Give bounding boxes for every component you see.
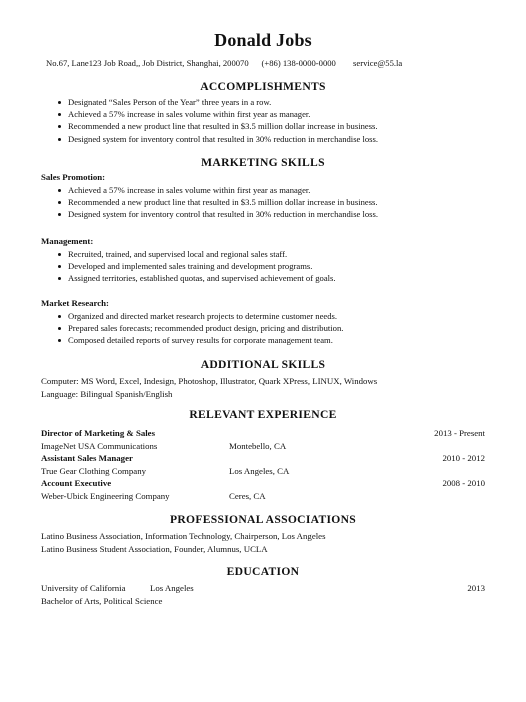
subheading-management: Management: (41, 236, 94, 246)
job-company-row (41, 466, 485, 478)
experience-heading: RELEVANT EXPERIENCE (189, 408, 337, 421)
job-company-row (41, 491, 485, 503)
job-company: True Gear Clothing Company (41, 466, 146, 476)
job-dates: 2010 - 2012 (442, 453, 485, 463)
job-title-row (41, 453, 485, 465)
language-skills: Language: Bilingual Spanish/English (41, 389, 173, 399)
email: service@55.la (353, 58, 403, 68)
sales-promotion-list (56, 184, 378, 221)
list-item: Recruited, trained, and supervised local and regional sales staff. (56, 248, 336, 260)
list-item: Prepared sales forecasts; recommended product design, pricing and distribution. (56, 322, 343, 334)
job-title-row (41, 428, 485, 440)
list-item: Designed system for inventory control that resulted in 30% reduction in merchandise loss. (56, 208, 378, 220)
job-title-row (41, 478, 485, 490)
address: No.67, Lane123 Job Road,, Job District, Shanghai, 200070 (46, 58, 249, 68)
education-row (41, 583, 485, 595)
job-company-row (41, 441, 485, 453)
job-role: Account Executive (41, 478, 112, 488)
subheading-market-research: Market Research: (41, 298, 109, 308)
list-item: Recommended a new product line that resulted in $3.5 million dollar increase in business. (56, 120, 378, 132)
additional-skills-heading: ADDITIONAL SKILLS (200, 358, 326, 371)
job-dates: 2008 - 2010 (442, 478, 485, 488)
list-item: Achieved a 57% increase in sales volume within first year as manager. (56, 184, 378, 196)
accomplishments-list (56, 96, 378, 145)
associations-heading: PROFESSIONAL ASSOCIATIONS (169, 513, 357, 526)
association-item: Latino Business Association, Information Technology, Chairperson, Los Angeles (41, 531, 326, 541)
subheading-sales-promotion: Sales Promotion: (41, 172, 106, 182)
list-item: Developed and implemented sales training and development programs. (56, 260, 336, 272)
management-list (56, 248, 336, 285)
computer-skills: Computer: MS Word, Excel, Indesign, Photoshop, Illustrator, Quark XPress, LINUX, Windows (41, 376, 378, 386)
list-item: Composed detailed reports of survey results for corporate management team. (56, 334, 343, 346)
job-role: Director of Marketing & Sales (41, 428, 156, 438)
job-role: Assistant Sales Manager (41, 453, 133, 463)
education-heading: EDUCATION (226, 565, 300, 578)
association-item: Latino Business Student Association, Founder, Alumnus, UCLA (41, 544, 268, 554)
school-location: Los Angeles (150, 583, 194, 593)
list-item: Designed system for inventory control that resulted in 30% reduction in merchandise loss. (56, 133, 378, 145)
job-location: Ceres, CA (229, 491, 266, 501)
graduation-year: 2013 (467, 583, 485, 593)
job-location: Los Angeles, CA (229, 466, 290, 476)
candidate-name: Donald Jobs (214, 30, 312, 50)
job-location: Montebello, CA (229, 441, 287, 451)
accomplishments-heading: ACCOMPLISHMENTS (200, 80, 326, 93)
job-company: ImageNet USA Communications (41, 441, 158, 451)
market-research-list (56, 310, 343, 347)
job-dates: 2013 - Present (434, 428, 485, 438)
list-item: Assigned territories, established quotas, and supervised achievement of goals. (56, 272, 336, 284)
list-item: Organized and directed market research projects to determine customer needs. (56, 310, 343, 322)
contact-line (46, 58, 402, 68)
job-company: Weber-Ubick Engineering Company (41, 491, 170, 501)
phone: (+86) 138-0000-0000 (261, 58, 336, 68)
list-item: Designated “Sales Person of the Year” three years in a row. (56, 96, 378, 108)
list-item: Achieved a 57% increase in sales volume within first year as manager. (56, 108, 378, 120)
list-item: Recommended a new product line that resulted in $3.5 million dollar increase in business. (56, 196, 378, 208)
school-name: University of California (41, 583, 126, 593)
marketing-heading: MARKETING SKILLS (201, 156, 325, 169)
degree: Bachelor of Arts, Political Science (41, 596, 163, 606)
